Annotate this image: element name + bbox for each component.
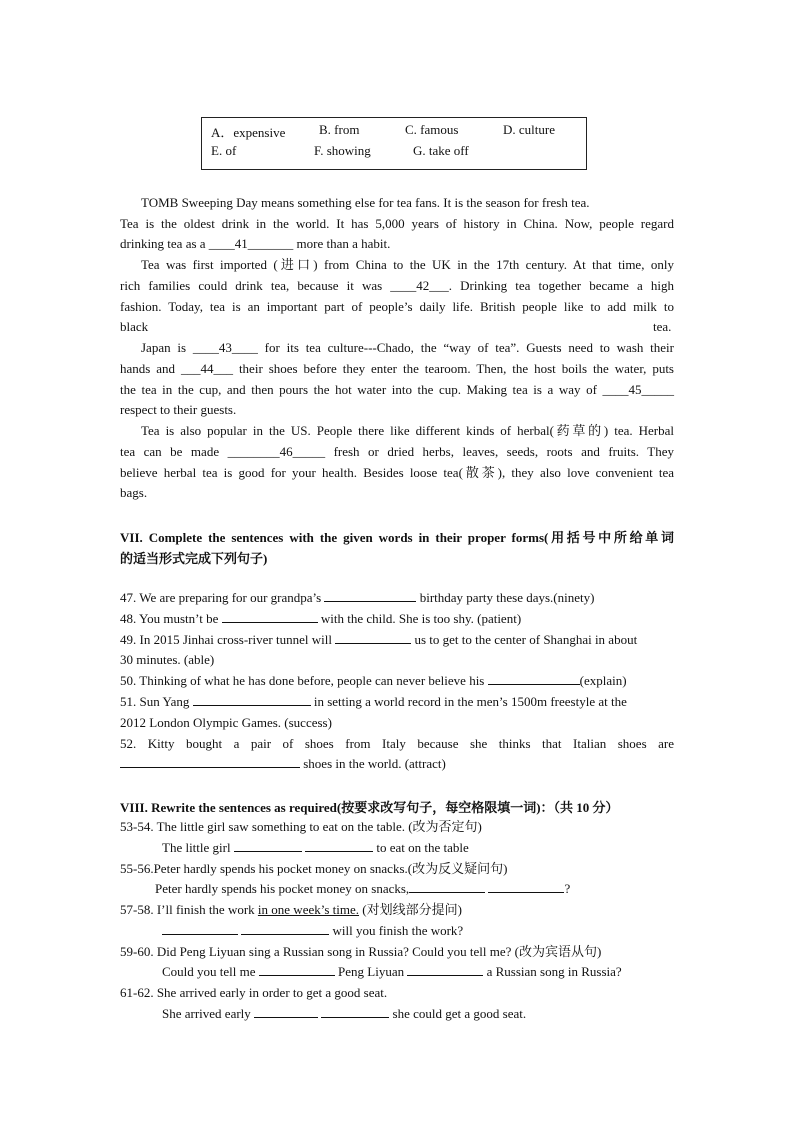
word-option-g: G. take off <box>413 143 469 158</box>
passage-line: rich families could drink tea, because it was ____42___. Drinking tea together became a high <box>120 278 674 293</box>
question-52-cont: shoes in the world. (attract) <box>120 754 674 774</box>
answer-53: The little girl to eat on the table <box>162 840 469 855</box>
passage-line: Japan is ____43____ for its tea culture---Chado, the “way of tea”. Guests need to wash their <box>141 340 674 355</box>
answer-blank[interactable] <box>120 754 300 768</box>
answer-blank[interactable] <box>488 879 564 893</box>
question-49-cont: 30 minutes. (able) <box>120 652 215 667</box>
word-option-e: E. of <box>211 143 237 158</box>
section-7-heading: VII. Complete the sentences with the given words in their proper forms(用括号中所给单词 <box>120 530 674 545</box>
answer-61: She arrived early she could get a good seat. <box>162 1006 527 1021</box>
question-50: 50. Thinking of what he has done before, people can never believe his (explain) <box>120 673 627 688</box>
answer-blank[interactable] <box>193 692 311 706</box>
answer-blank[interactable] <box>254 1004 318 1018</box>
passage-line: believe herbal tea is good for your health. Besides loose tea(散茶), they also love convenient tea <box>120 465 674 480</box>
question-48: 48. You mustn’t be with the child. She is too shy. (patient) <box>120 611 522 626</box>
answer-blank[interactable] <box>407 962 483 976</box>
answer-blank[interactable] <box>162 921 238 935</box>
answer-blank[interactable] <box>234 838 302 852</box>
question-49: 49. In 2015 Jinhai cross-river tunnel will us to get to the center of Shanghai in about <box>120 632 638 647</box>
word-option-d: D. culture <box>503 122 555 137</box>
question-52: 52. Kitty bought a pair of shoes from Italy because she thinks that Italian shoes are <box>120 736 674 751</box>
question-47: 47. We are preparing for our grandpa’s birthday party these days.(ninety) <box>120 590 595 605</box>
answer-57: will you finish the work? <box>162 921 674 941</box>
question-55: 55-56.Peter hardly spends his pocket money on snacks.(改为反义疑问句) <box>120 861 508 876</box>
word-option-b: B. from <box>319 122 360 137</box>
question-59: 59-60. Did Peng Liyuan sing a Russian song in Russia? Could you tell me? (改为宾语从句) <box>120 944 602 959</box>
passage-line: black <box>120 319 149 334</box>
answer-blank[interactable] <box>222 609 318 623</box>
answer-blank[interactable] <box>305 838 373 852</box>
underlined-phrase: in one week’s time. <box>257 902 360 917</box>
passage-line: hands and ___44___ their shoes before they enter the tearoom. Then, the host boils the water, puts <box>120 361 674 376</box>
question-51: 51. Sun Yang in setting a world record in the men’s 1500m freestyle at the <box>120 694 627 709</box>
word-bank-box <box>201 117 587 170</box>
passage-line: bags. <box>120 485 148 500</box>
passage-line: Tea is the oldest drink in the world. It has 5,000 years of history in China. Now, people regard <box>120 216 674 231</box>
passage-line: Tea is also popular in the US. People there like different kinds of herbal(药草的) tea. Herbal <box>141 423 674 438</box>
answer-blank[interactable] <box>324 588 416 602</box>
answer-59: Could you tell me Peng Liyuan a Russian song in Russia? <box>162 964 622 979</box>
passage-line: fashion. Today, tea is an important part of people’s daily life. British people like to add milk to <box>120 299 674 314</box>
question-53: 53-54. The little girl saw something to eat on the table. (改为否定句) <box>120 819 482 834</box>
answer-blank[interactable] <box>488 671 580 685</box>
section-7-heading-cont: 的适当形式完成下列句子) <box>120 551 268 566</box>
passage-line: Tea was first imported (进口) from China to the UK in the 17th century. At that time, only <box>141 257 674 272</box>
passage-line-end: tea. <box>653 319 672 334</box>
question-57: 57-58. I’ll finish the work in one week’s time. (对划线部分提问) <box>120 902 462 917</box>
answer-55: Peter hardly spends his pocket money on snacks, ? <box>155 881 571 896</box>
answer-blank[interactable] <box>335 630 411 644</box>
answer-blank[interactable] <box>321 1004 389 1018</box>
word-option-f: F. showing <box>314 143 371 158</box>
passage-line: drinking tea as a ____41_______ more than a habit. <box>120 236 391 251</box>
word-option-c: C. famous <box>405 122 459 137</box>
word-option-a: A．expensive <box>211 125 286 140</box>
answer-blank[interactable] <box>241 921 329 935</box>
passage-line: TOMB Sweeping Day means something else for tea fans. It is the season for fresh tea. <box>141 195 590 210</box>
question-61: 61-62. She arrived early in order to get a good seat. <box>120 985 388 1000</box>
section-8-heading: VIII. Rewrite the sentences as required(按要求改写句子，每空格限填一词)：（共 10 分） <box>120 800 619 815</box>
passage-line: tea can be made ________46_____ fresh or dried herbs, leaves, seeds, roots and fruits. They <box>120 444 674 459</box>
answer-blank[interactable] <box>409 879 485 893</box>
passage-line: respect to their guests. <box>120 402 237 417</box>
question-51-cont: 2012 London Olympic Games. (success) <box>120 715 332 730</box>
passage-line: the tea in the cup, and then pours the hot water into the cup. Making tea is a way of ____45_____ <box>120 382 674 397</box>
answer-blank[interactable] <box>259 962 335 976</box>
